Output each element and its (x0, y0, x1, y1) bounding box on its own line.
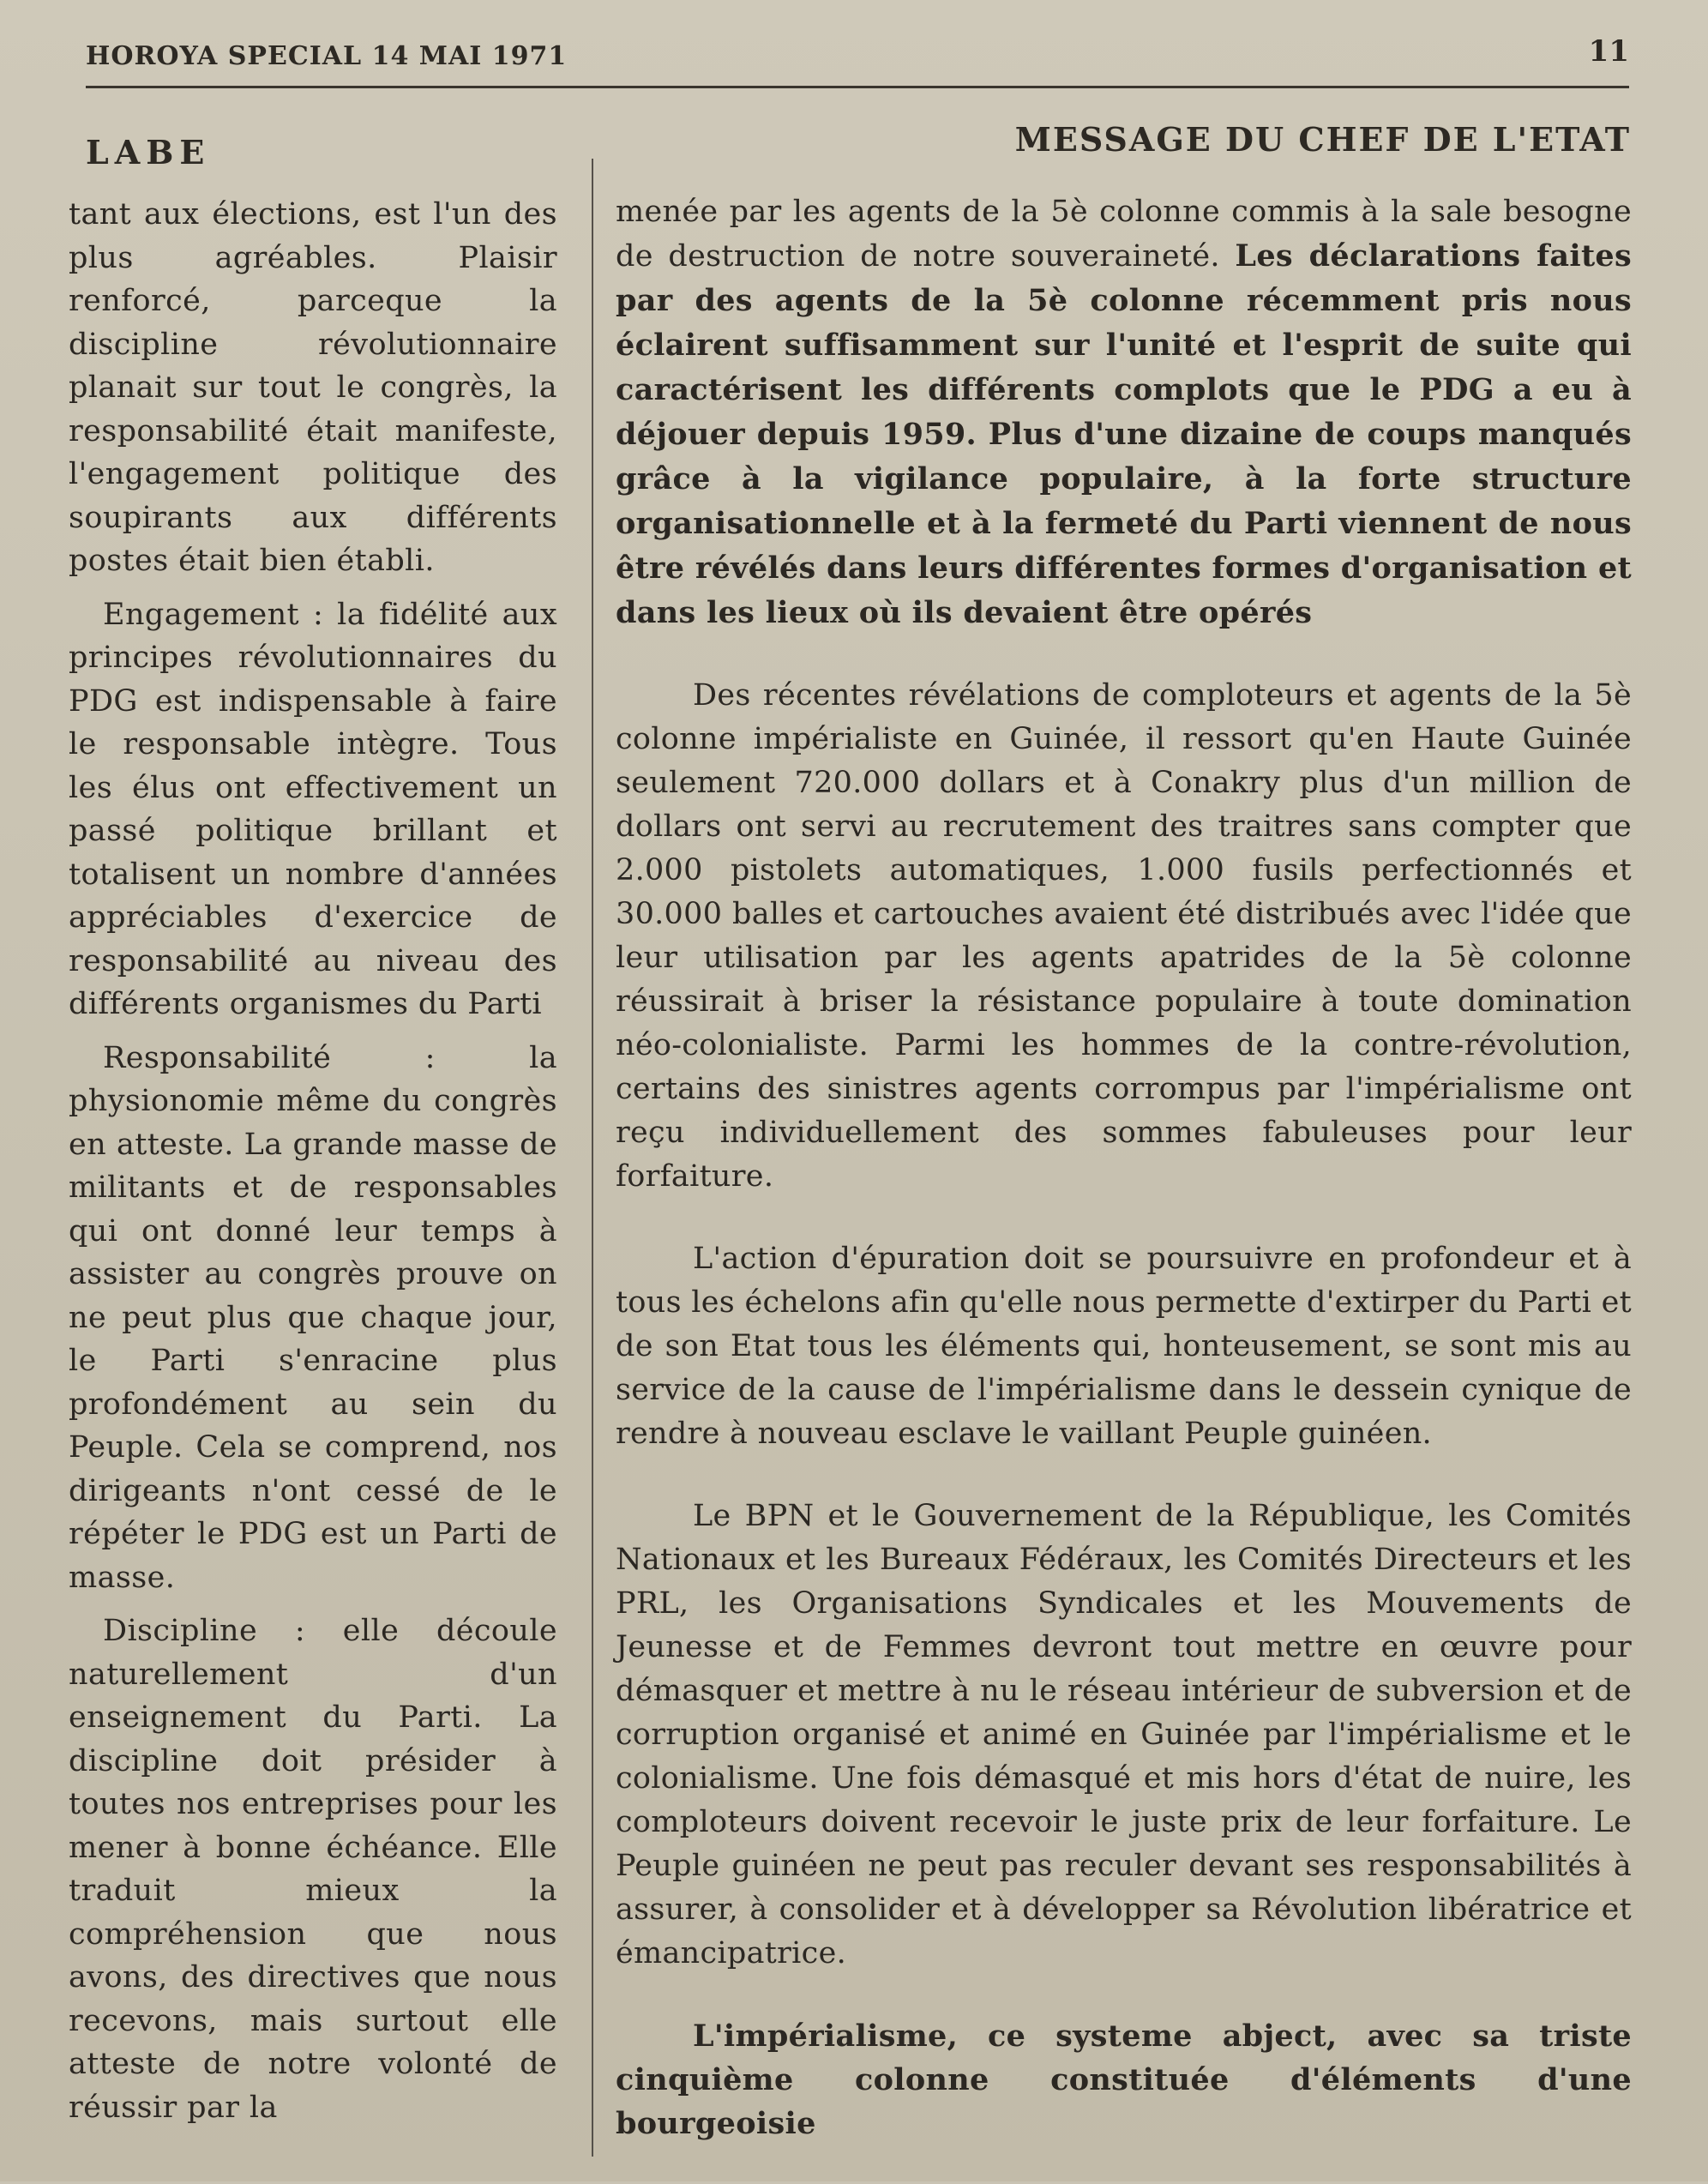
right-paragraph-3: L'action d'épuration doit se poursuivre en profondeur et à tous les échelons afin qu'elle nous permette d'extirper du Parti et de son Etat tous les éléments qui, honteusement, se sont mis au service de la cause de l'impérialisme dans le dessein cynique de rendre à nouveau esclave le vaillant Peuple guinéen. (616, 1242, 1632, 1451)
left-paragraph-engagement: Engagement : la fidélité aux principes révolutionnaires du PDG est indispensable à faire le responsable intègre. Tous les élus ont effectivement un passé politique brillant et totalisent un nombre d'années appréciables d'exercice de responsabilité au niveau des différents organismes du Parti (69, 597, 557, 1021)
right-paragraph-1-bold: Les déclarations faites par des agents de la 5è colonne récemment pris nous éclairent suffisamment sur l'unité et l'esprit de suite qui caractérisent les différents complots que le PDG a eu à déjouer depuis 1959. Plus d'une dizaine de coups manqués grâce à la vigilance populaire, à la forte structure organisationnelle et à la fermeté du Parti viennent de nous être révélés dans leurs différentes formes d'organisation et dans les lieux où ils devaient être opérés (616, 238, 1632, 630)
newspaper-title: HOROYA SPECIAL 14 MAI 1971 (86, 41, 568, 71)
left-paragraph-1: tant aux élections, est l'un des plus agréables. Plaisir renforcé, parceque la discipline révolutionnaire planait sur tout le congrès, la responsabilité était manifeste, l'engagement politique des soupirants aux différents postes était bien établi. (69, 197, 557, 578)
column-divider (592, 159, 593, 2157)
right-paragraph-1 (616, 190, 1632, 635)
right-paragraph-5: L'impérialisme, ce systeme abject, avec sa triste cinquième colonne constituée d'éléments d'une bourgeoisie (616, 2019, 1632, 2141)
left-paragraph-responsabilite: Responsabilité : la physionomie même du congrès en atteste. La grande masse de militants et de responsables qui ont donné leur temps à assister au congrès prouve on ne peut plus que chaque jour, le Parti s'enracine plus profondément au sein du Peuple. Cela se comprend, nos dirigeants n'ont cessé de le répéter le PDG est un Parti de masse. (69, 1040, 557, 1595)
left-paragraph-discipline: Discipline : elle découle naturellement d'un enseignement du Parti. La discipline doit présider à toutes nos entreprises pour les mener à bonne échéance. Elle traduit mieux la compréhension que nous avons, des directives que nous recevons, mais surtout elle atteste de notre volonté de réussir par la (69, 1614, 557, 2125)
right-paragraph-1-regular: menée par les agents de la 5è colonne commis à la sale besogne de destruction de notre souveraineté. (616, 195, 1632, 274)
left-column (69, 193, 557, 2139)
left-column-heading: LABE (86, 133, 211, 171)
right-column-heading: MESSAGE DU CHEF DE L'ETAT (1014, 120, 1631, 159)
right-paragraph-4: Le BPN et le Gouvernement de la République, les Comités Nationaux et les Bureaux Fédéraux, les Comités Directeurs et les PRL, les Organisations Syndicales et les Mouvements de Jeunesse et de Femmes devront tout mettre en œuvre pour démasquer et mettre à nu le réseau intérieur de subversion et de corruption organisé et animé en Guinée par l'impérialisme et le colonialisme. Une fois démasqué et mis hors d'état de nuire, les comploteurs doivent recevoir le juste prix de leur forfaiture. Le Peuple guinéen ne peut pas reculer devant ses responsabilités à assurer, à consolider et à développer sa Révolution libératrice et émancipatrice. (616, 1499, 1632, 1970)
right-column (616, 190, 1632, 2184)
right-paragraph-2: Des récentes révélations de comploteurs et agents de la 5è colonne impérialiste en Guinée, il ressort qu'en Haute Guinée seulement 720.000 dollars et à Conakry plus d'un million de dollars ont servi au recrutement des traitres sans compter que 2.000 pistolets automatiques, 1.000 fusils perfectionnés et 30.000 balles et cartouches avaient été distribués avec l'idée que leur utilisation par les agents apatrides de la 5è colonne réussirait à briser la résistance populaire à toute domination néo-colonialiste. Parmi les hommes de la contre-révolution, certains des sinistres agents corrompus par l'impérialisme ont reçu individuellement des sommes fabuleuses pour leur forfaiture. (616, 678, 1632, 1194)
page-number: 11 (1588, 34, 1629, 69)
page-header (86, 34, 1629, 88)
